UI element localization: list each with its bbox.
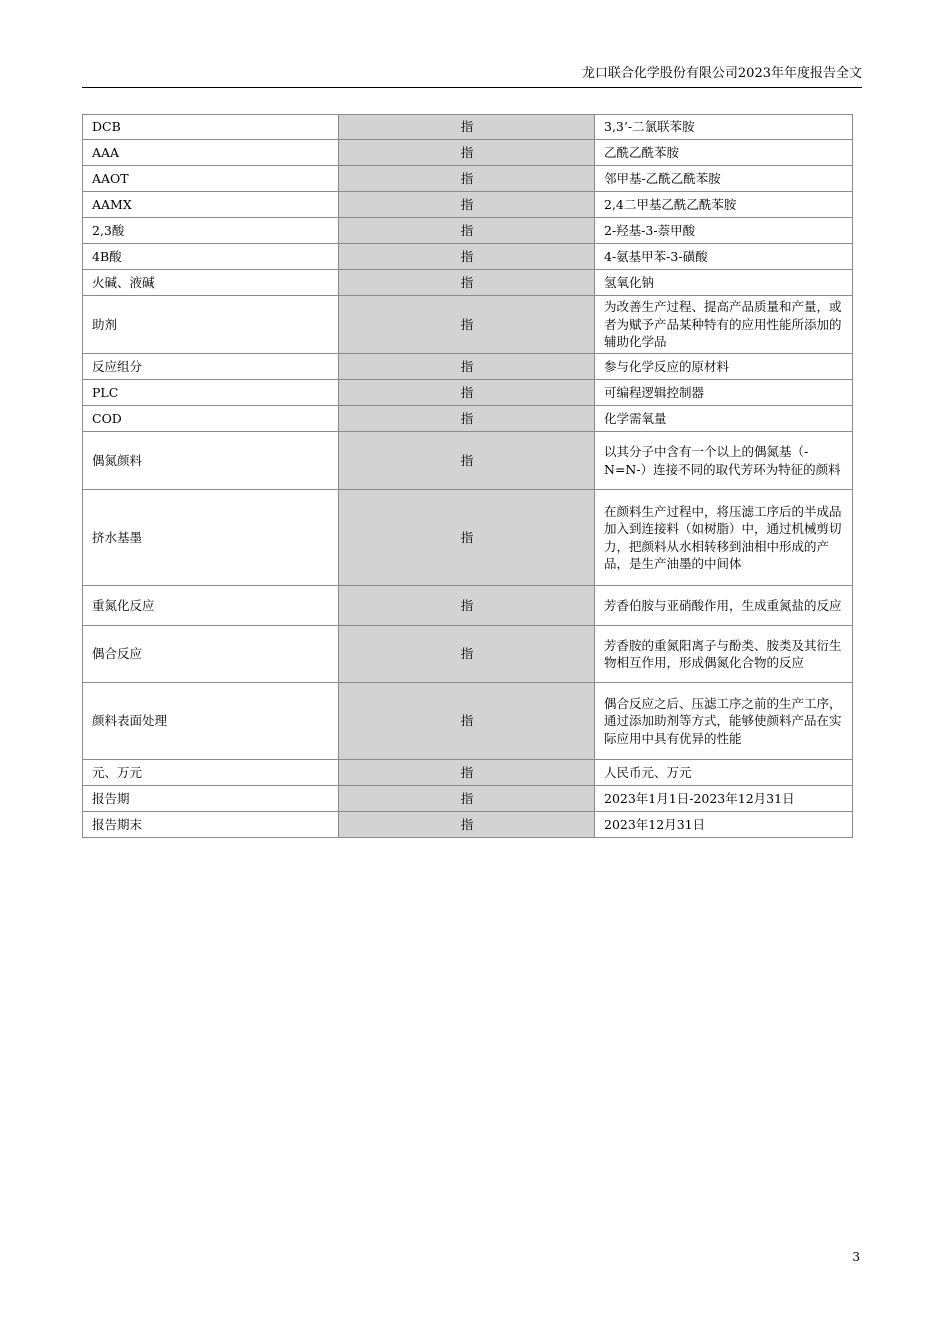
report-header: 龙口联合化学股份有限公司2023年年度报告全文 — [82, 66, 862, 88]
separator-cell: 指 — [339, 786, 595, 812]
definition-cell: 芳香伯胺与亚硝酸作用，生成重氮盐的反应 — [595, 586, 853, 626]
term-cell: 2,3酸 — [83, 218, 339, 244]
term-cell: 偶氮颜料 — [83, 432, 339, 490]
term-cell: 助剂 — [83, 296, 339, 354]
table-row — [83, 683, 853, 760]
term-cell: DCB — [83, 115, 339, 140]
term-cell: 报告期末 — [83, 812, 339, 838]
table-row — [83, 270, 853, 296]
term-cell: 元、万元 — [83, 760, 339, 786]
definition-cell: 2023年12月31日 — [595, 812, 853, 838]
term-cell: AAMX — [83, 192, 339, 218]
glossary-table — [82, 114, 853, 838]
separator-cell: 指 — [339, 218, 595, 244]
definition-cell: 为改善生产过程、提高产品质量和产量，或者为赋予产品某种特有的应用性能所添加的辅助化学品 — [595, 296, 853, 354]
definition-cell: 乙酰乙酰苯胺 — [595, 140, 853, 166]
table-row — [83, 296, 853, 354]
definition-cell: 参与化学反应的原材料 — [595, 354, 853, 380]
table-row — [83, 586, 853, 626]
table-row — [83, 432, 853, 490]
separator-cell: 指 — [339, 626, 595, 683]
definition-cell: 2,4二甲基乙酰乙酰苯胺 — [595, 192, 853, 218]
separator-cell: 指 — [339, 354, 595, 380]
term-cell: 报告期 — [83, 786, 339, 812]
separator-cell: 指 — [339, 380, 595, 406]
definition-cell: 人民币元、万元 — [595, 760, 853, 786]
definition-cell: 3,3’-二氯联苯胺 — [595, 115, 853, 140]
term-cell: 颜料表面处理 — [83, 683, 339, 760]
term-cell: 4B酸 — [83, 244, 339, 270]
separator-cell: 指 — [339, 270, 595, 296]
definition-cell: 在颜料生产过程中，将压滤工序后的半成品加入到连接料（如树脂）中，通过机械剪切力，把颜料从水相转移到油相中形成的产品，是生产油墨的中间体 — [595, 490, 853, 586]
term-cell: PLC — [83, 380, 339, 406]
term-cell: AAA — [83, 140, 339, 166]
separator-cell: 指 — [339, 812, 595, 838]
definition-cell: 邻甲基-乙酰乙酰苯胺 — [595, 166, 853, 192]
table-row — [83, 140, 853, 166]
separator-cell: 指 — [339, 490, 595, 586]
separator-cell: 指 — [339, 432, 595, 490]
definition-cell: 化学需氧量 — [595, 406, 853, 432]
definition-cell: 偶合反应之后、压滤工序之前的生产工序，通过添加助剂等方式，能够使颜料产品在实际应用中具有优异的性能 — [595, 683, 853, 760]
table-row — [83, 218, 853, 244]
term-cell: 火碱、液碱 — [83, 270, 339, 296]
separator-cell: 指 — [339, 586, 595, 626]
separator-cell: 指 — [339, 192, 595, 218]
definition-cell: 2-羟基-3-萘甲酸 — [595, 218, 853, 244]
separator-cell: 指 — [339, 140, 595, 166]
term-cell: 偶合反应 — [83, 626, 339, 683]
separator-cell: 指 — [339, 760, 595, 786]
definition-cell: 芳香胺的重氮阳离子与酚类、胺类及其衍生物相互作用，形成偶氮化合物的反应 — [595, 626, 853, 683]
separator-cell: 指 — [339, 244, 595, 270]
table-row — [83, 786, 853, 812]
definition-cell: 可编程逻辑控制器 — [595, 380, 853, 406]
term-cell: 反应组分 — [83, 354, 339, 380]
table-row — [83, 244, 853, 270]
page-number: 3 — [852, 1250, 860, 1264]
separator-cell: 指 — [339, 296, 595, 354]
separator-cell: 指 — [339, 406, 595, 432]
definition-cell: 氢氧化钠 — [595, 270, 853, 296]
table-row — [83, 380, 853, 406]
definition-cell: 以其分子中含有一个以上的偶氮基（-N=N-）连接不同的取代芳环为特征的颜料 — [595, 432, 853, 490]
definition-cell: 4-氨基甲苯-3-磺酸 — [595, 244, 853, 270]
table-row — [83, 490, 853, 586]
table-row — [83, 115, 853, 140]
table-row — [83, 760, 853, 786]
separator-cell: 指 — [339, 115, 595, 140]
term-cell: 重氮化反应 — [83, 586, 339, 626]
separator-cell: 指 — [339, 683, 595, 760]
term-cell: 挤水基墨 — [83, 490, 339, 586]
table-row — [83, 812, 853, 838]
table-row — [83, 626, 853, 683]
term-cell: COD — [83, 406, 339, 432]
definition-cell: 2023年1月1日-2023年12月31日 — [595, 786, 853, 812]
glossary-body — [83, 115, 853, 838]
term-cell: AAOT — [83, 166, 339, 192]
table-row — [83, 354, 853, 380]
separator-cell: 指 — [339, 166, 595, 192]
table-row — [83, 406, 853, 432]
table-row — [83, 192, 853, 218]
table-row — [83, 166, 853, 192]
